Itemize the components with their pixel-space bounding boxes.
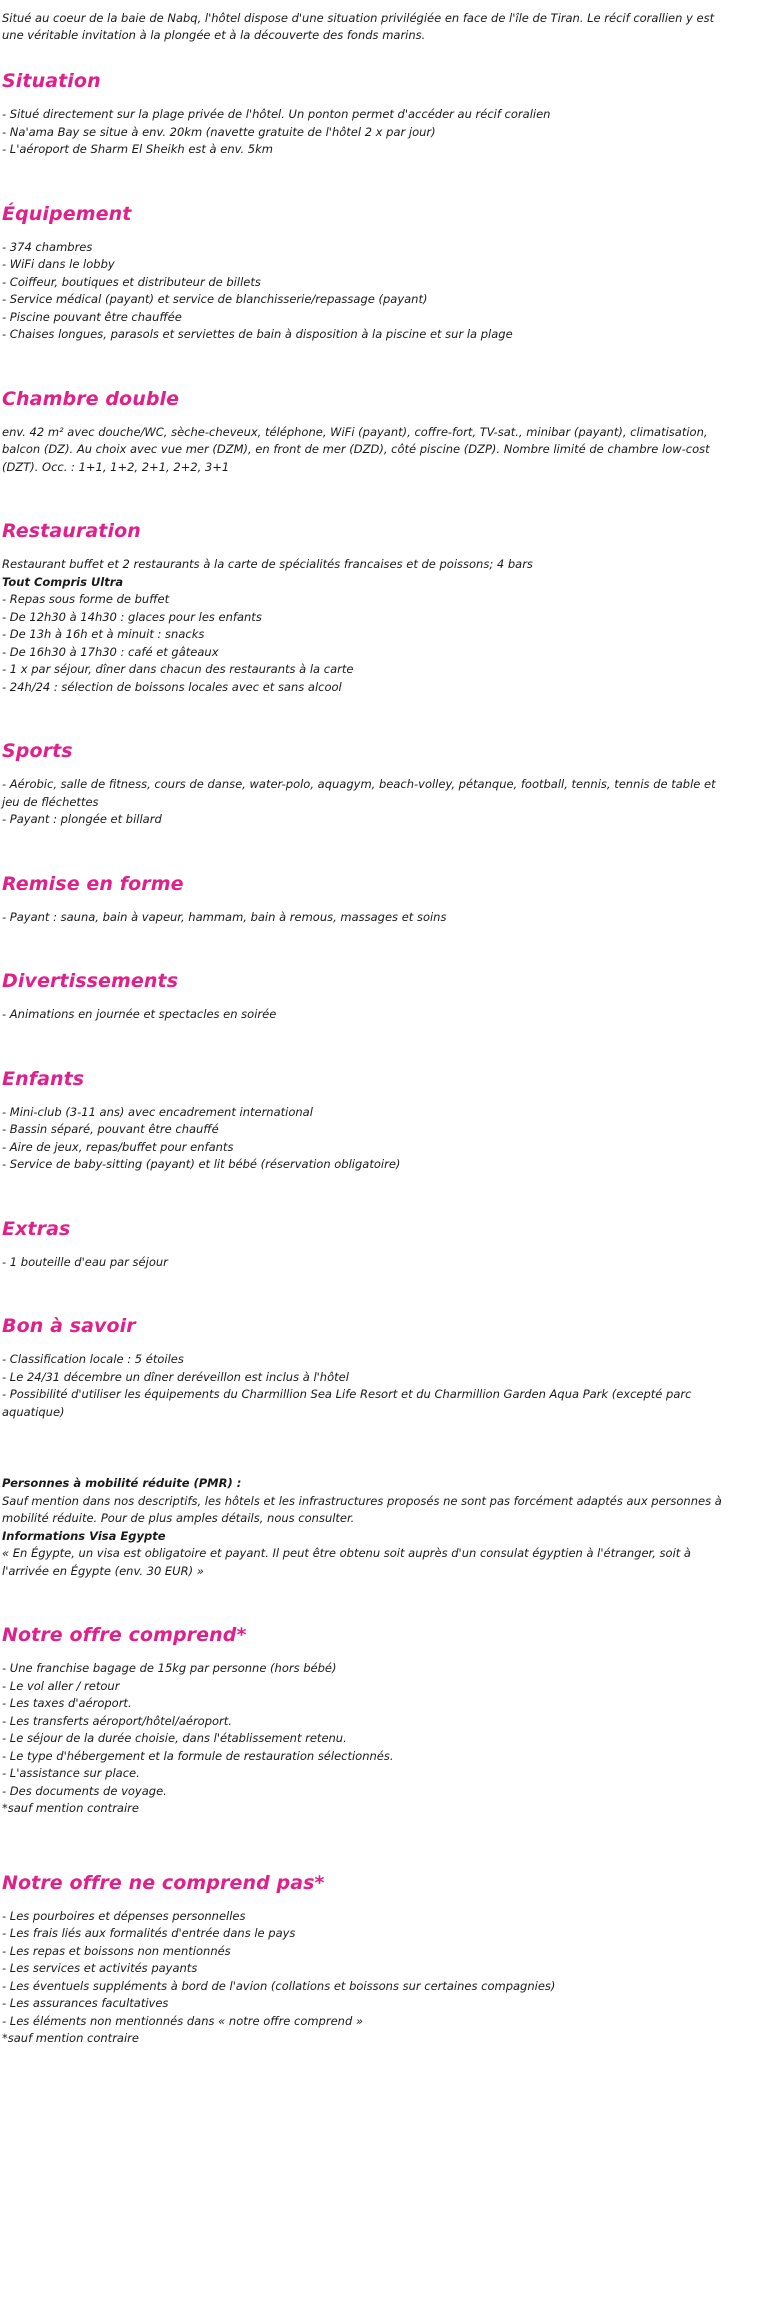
visa-title: Informations Visa Egypte [2,1528,166,1543]
section-divertissements [2,970,752,1024]
spacer [2,855,752,873]
section-line: - Chaises longues, parasols et serviettes de bain à disposition à la piscine et sur la plage [2,327,513,341]
section-line: - Classification locale : 5 étoiles [2,1352,184,1366]
pmr-text: Sauf mention dans nos descriptifs, les hôtels et les infrastructures proposés ne sont pas forcément adaptés aux personnes à mobilité réduite. Pour de plus amples détails, nous consulter. [2,1493,722,1525]
section-line: - Les éléments non mentionnés dans « notre offre comprend » [2,2013,364,2028]
section-title: Sports [2,740,73,762]
section-extras [2,1218,752,1272]
section-title: Notre offre comprend* [2,1624,247,1646]
section-paragraph: env. 42 m² avec douche/WC, sèche-cheveux, téléphone, WiFi (payant), coffre-fort, TV-sat., minibar (payant), climatisation, balcon (DZ). Au choix avec vue mer (DZM), en front de mer (DZD), côté piscine (DZP). Nombre limité de chambre low-cost (DZT). Occ. : 1+1, 1+2, 2+1, 2+2, 3+1 [2,424,710,474]
section-situation [2,70,752,159]
section-line: - Le type d'hébergement et la formule de restauration sélectionnés. [2,1748,394,1763]
section-line-bold: Tout Compris Ultra [2,574,124,589]
section-line: - Mini-club (3-11 ans) avec encadrement international [2,1104,313,1119]
section-line: - Service de baby-sitting (payant) et lit bébé (réservation obligatoire) [2,1157,401,1171]
section-line: - Les pourboires et dépenses personnelles [2,1908,246,1923]
section-line: - Na'ama Bay se situe à env. 20km (navette gratuite de l'hôtel 2 x par jour) [2,124,436,139]
section-line: - Animations en journée et spectacles en soirée [2,1007,277,1021]
section-sports [2,740,752,829]
section-title: Enfants [2,1067,85,1090]
section-line: - Les repas et boissons non mentionnés [2,1943,231,1958]
section-line: - 374 chambres [2,239,93,254]
section-line: - Repas sous forme de buffet [2,592,170,606]
section-bon-a-savoir [2,1315,752,1421]
section-offre-comprend [2,1624,752,1818]
spacer [2,722,752,740]
section-line: - Situé directement sur la plage privée de l'hôtel. Un ponton permet d'accéder au récif coralien [2,107,551,121]
section-title: Bon à savoir [2,1315,136,1337]
intro-paragraph: Situé au coeur de la baie de Nabq, l'hôtel dispose d'une situation privilégiée en face de l'île de Tiran. Le récif corallien y est une véritable invitation à la plongée et à la découverte des fonds marins. [2,11,715,42]
section-line: - Aire de jeux, repas/buffet pour enfants [2,1139,234,1154]
section-restauration [2,520,752,696]
section-line: - Les taxes d'aéroport. [2,1696,132,1710]
section-footnote: *sauf mention contraire [2,2031,139,2045]
spacer [2,1297,752,1315]
pmr-title: Personnes à mobilité réduite (PMR) : [2,1476,242,1490]
spacer [2,370,752,388]
section-title: Équipement [2,202,132,225]
section-line: - WiFi dans le lobby [2,257,115,271]
section-equipement [2,203,752,344]
section-line: - 1 bouteille d'eau par séjour [2,1254,168,1269]
spacer [2,1844,752,1862]
section-line: - Possibilité d'utiliser les équipements du Charmillion Sea Life Resort et du Charmillion Garden Aqua Park (excepté parc aquatique) [2,1387,692,1419]
spacer [2,185,752,203]
section-line: - Bassin séparé, pouvant être chauffé [2,1122,219,1136]
section-title: Notre offre ne comprend pas* [2,1871,325,1894]
section-title: Remise en forme [2,872,184,895]
section-line: - Le séjour de la durée choisie, dans l'établissement retenu. [2,1731,347,1745]
section-line: - L'aéroport de Sharm El Sheikh est à env. 5km [2,142,273,156]
spacer [2,1606,752,1624]
section-line: - Les frais liés aux formalités d'entrée dans le pays [2,1926,296,1940]
section-title: Restauration [2,520,141,542]
section-title: Chambre double [2,387,180,410]
section-line: - De 12h30 à 14h30 : glaces pour les enfants [2,609,262,624]
section-line: - Le 24/31 décembre un dîner deréveillon est inclus à l'hôtel [2,1369,349,1384]
section-line: Restaurant buffet et 2 restaurants à la carte de spécialités francaises et de poissons; 4 bars [2,557,533,571]
section-line: - Les éventuels suppléments à bord de l'avion (collations et boissons sur certaines compagnies) [2,1978,556,1993]
spacer [2,1050,752,1068]
spacer [2,1465,752,1475]
section-line: - Aérobic, salle de fitness, cours de danse, water-polo, aquagym, beach-volley, pétanque, football, tennis, tennis de table et jeu de fléchettes [2,777,716,809]
section-line: - Payant : sauna, bain à vapeur, hammam, bain à remous, massages et soins [2,909,447,924]
section-title: Extras [2,1217,71,1240]
section-line: - Une franchise bagage de 15kg par personne (hors bébé) [2,1661,337,1675]
section-chambre-double [2,388,752,477]
section-line: - 24h/24 : sélection de boissons locales avec et sans alcool [2,679,342,694]
section-title: Divertissements [2,970,179,992]
section-line: - Coiffeur, boutiques et distributeur de billets [2,274,261,289]
section-line: - Service médical (payant) et service de blanchisserie/repassage (payant) [2,292,428,306]
section-footnote: *sauf mention contraire [2,1801,139,1815]
section-line: - Piscine pouvant être chauffée [2,309,182,324]
section-enfants [2,1068,752,1174]
spacer [2,1447,752,1465]
section-title: Situation [2,70,101,92]
section-line: - Payant : plongée et billard [2,812,162,826]
section-line: - L'assistance sur place. [2,1766,140,1780]
section-line: - De 13h à 16h et à minuit : snacks [2,627,205,641]
section-line: - Les assurances facultatives [2,1996,169,2010]
visa-text: « En Égypte, un visa est obligatoire et payant. Il peut être obtenu soit auprès d'un consulat égyptien à l'étranger, soit à l'arrivée en Égypte (env. 30 EUR) » [2,1546,691,1578]
section-line: - De 16h30 à 17h30 : café et gâteaux [2,644,219,659]
section-line: - Les services et activités payants [2,1961,198,1975]
spacer [2,952,752,970]
spacer [2,1200,752,1218]
section-offre-ne-comprend-pas [2,1872,752,2048]
spacer [2,502,752,520]
section-line: - 1 x par séjour, dîner dans chacun des restaurants à la carte [2,662,354,676]
section-line: - Les transferts aéroport/hôtel/aéroport. [2,1713,232,1728]
section-line: - Le vol aller / retour [2,1678,120,1693]
spacer [2,1862,752,1872]
section-remise-en-forme [2,873,752,927]
section-line: - Des documents de voyage. [2,1783,167,1798]
section-notes [2,1475,752,1580]
